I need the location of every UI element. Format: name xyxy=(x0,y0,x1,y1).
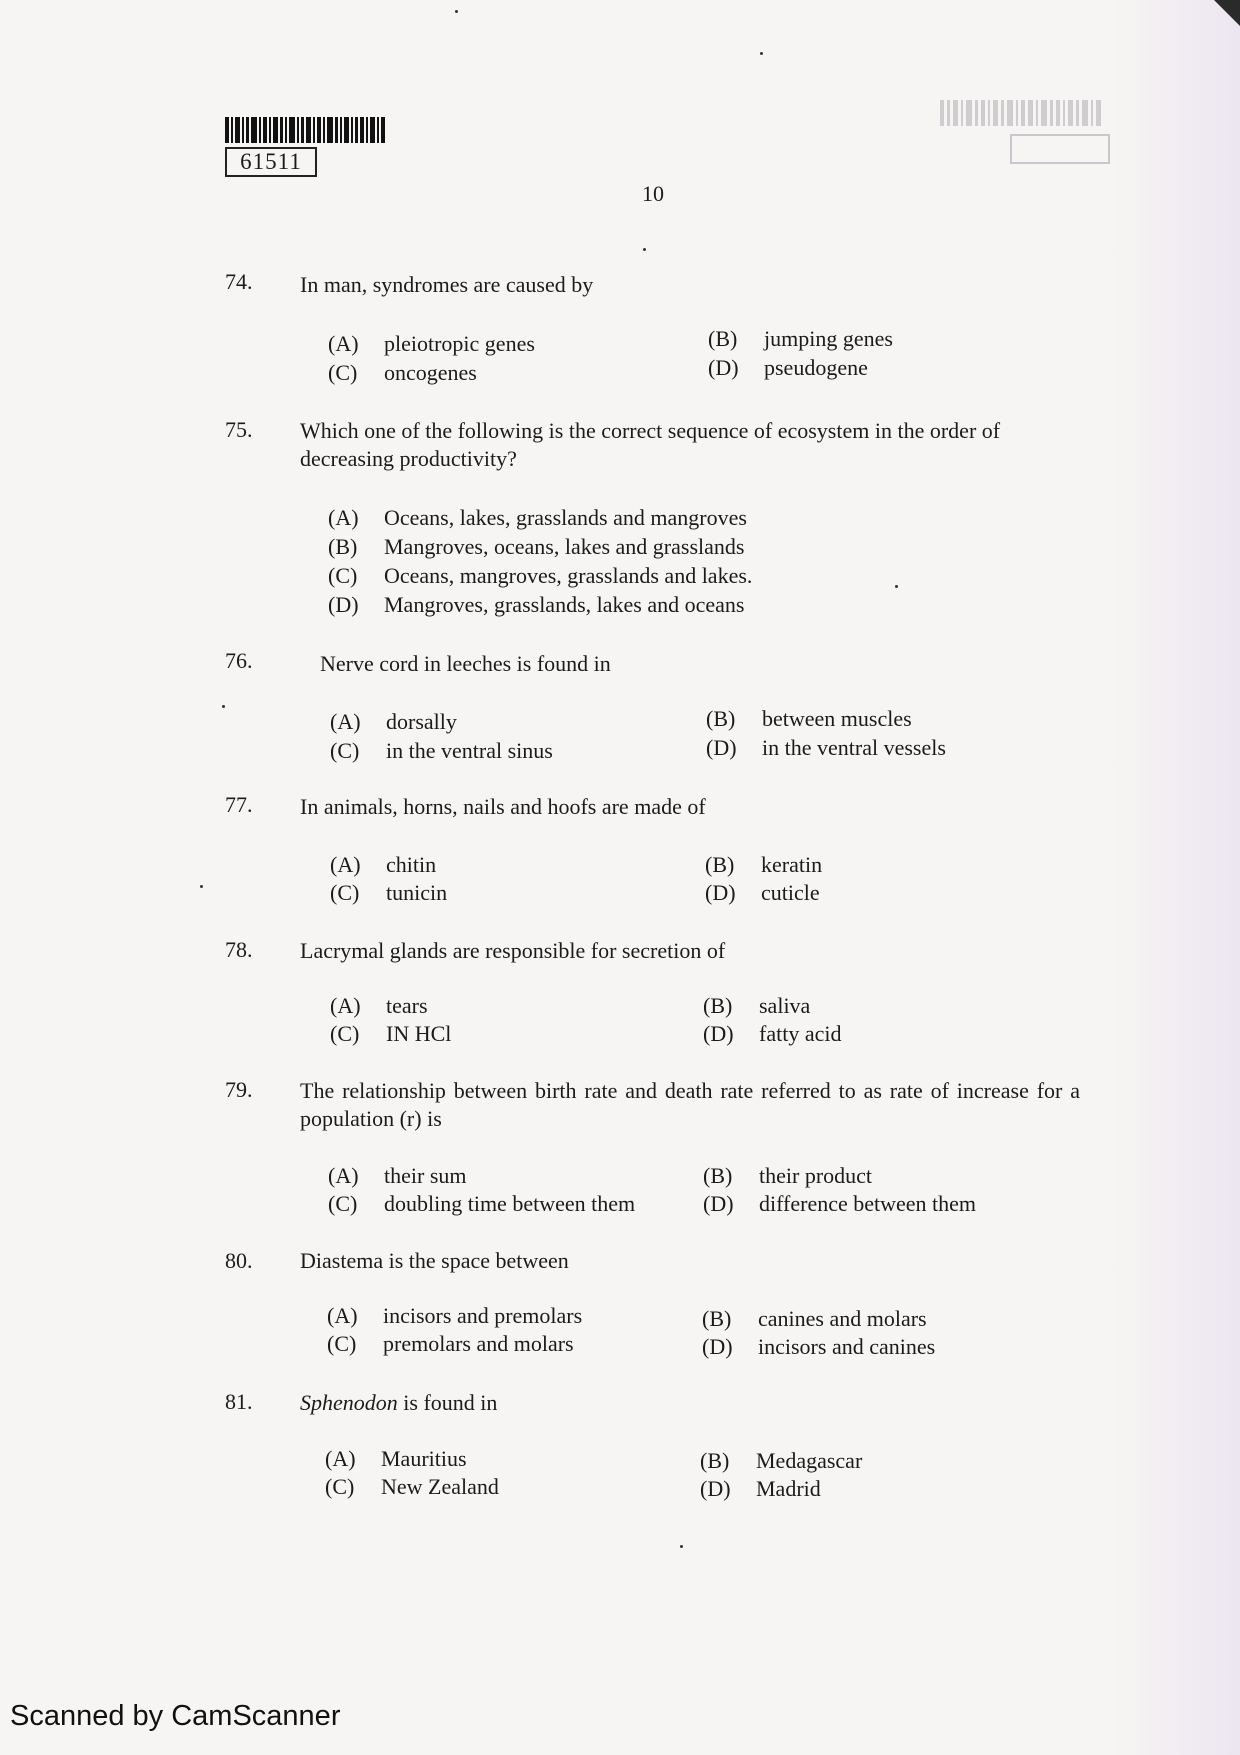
option: (B) between muscles xyxy=(706,706,912,731)
option: (A) pleiotropic genes xyxy=(328,331,535,356)
scan-speck xyxy=(680,1545,683,1548)
option: (D) in the ventral vessels xyxy=(706,735,946,760)
option: (C) doubling time between them xyxy=(328,1191,636,1216)
question-text: In animals, horns, nails and hoofs are made of xyxy=(300,794,706,819)
option: (C) tunicin xyxy=(330,880,448,905)
question-text: Which one of the following is the correct sequence of ecosystem in the order of decreasing productivity? xyxy=(300,418,1001,471)
option: (A) chitin xyxy=(330,852,437,877)
barcode xyxy=(225,117,385,143)
option: (A) Oceans, lakes, grasslands and mangroves xyxy=(328,505,747,530)
question-number: 74. xyxy=(225,269,253,294)
scan-corner xyxy=(1214,0,1240,26)
paper-code: 61511 xyxy=(225,147,317,177)
option: (D) Mangroves, grasslands, lakes and oceans xyxy=(328,592,745,617)
option: (C) oncogenes xyxy=(328,360,477,385)
scanner-watermark: Scanned by CamScanner xyxy=(10,1700,341,1732)
option: (C) Oceans, mangroves, grasslands and lakes. xyxy=(328,563,753,588)
bleed-through-barcode xyxy=(940,100,1105,126)
question-number: 78. xyxy=(225,937,253,962)
option: (B) saliva xyxy=(703,993,811,1018)
option: (A) tears xyxy=(330,993,428,1018)
question-number: 76. xyxy=(225,648,253,673)
question-text: Nerve cord in leeches is found in xyxy=(320,651,611,676)
option: (B) Mangroves, oceans, lakes and grasslands xyxy=(328,534,745,559)
option: (D) incisors and canines xyxy=(702,1334,936,1359)
question-number: 80. xyxy=(225,1248,253,1273)
scan-speck xyxy=(895,585,898,588)
option: (A) incisors and premolars xyxy=(327,1303,583,1328)
option: (C) New Zealand xyxy=(325,1474,499,1499)
question-number: 77. xyxy=(225,792,253,817)
option: (C) in the ventral sinus xyxy=(330,738,553,763)
option: (D) pseudogene xyxy=(708,355,868,380)
scan-speck xyxy=(222,705,225,708)
question-text: In man, syndromes are caused by xyxy=(300,272,594,297)
option: (B) jumping genes xyxy=(708,326,893,351)
scan-edge-shadow xyxy=(1110,0,1240,1755)
option: (D) difference between them xyxy=(703,1191,977,1216)
scan-speck xyxy=(643,248,646,251)
question-number: 79. xyxy=(225,1077,253,1102)
scan-speck xyxy=(455,10,458,13)
option: (B) keratin xyxy=(705,852,823,877)
question-number: 81. xyxy=(225,1389,253,1414)
scan-speck xyxy=(200,885,203,888)
question-text: Diastema is the space between xyxy=(300,1248,569,1273)
question-text: Sphenodon is found in xyxy=(300,1390,498,1415)
option: (B) their product xyxy=(703,1163,873,1188)
option: (A) dorsally xyxy=(330,709,457,734)
option: (C) IN HCl xyxy=(330,1021,452,1046)
option: (D) Madrid xyxy=(700,1476,821,1501)
option: (A) their sum xyxy=(328,1163,467,1188)
question-text: Lacrymal glands are responsible for secretion of xyxy=(300,938,726,963)
species-name: Sphenodon xyxy=(300,1390,398,1415)
bleed-through-code-box xyxy=(1010,134,1110,164)
option: (B) canines and molars xyxy=(702,1306,927,1331)
question-text: The relationship between birth rate and death rate referred to as rate of increase for a population (r) is xyxy=(300,1078,1080,1131)
option: (B) Medagascar xyxy=(700,1448,863,1473)
page-number: 10 xyxy=(642,181,664,206)
option: (D) fatty acid xyxy=(703,1021,842,1046)
option: (A) Mauritius xyxy=(325,1446,467,1471)
question-number: 75. xyxy=(225,417,253,442)
scan-speck xyxy=(760,52,763,55)
option: (D) cuticle xyxy=(705,880,820,905)
option: (C) premolars and molars xyxy=(327,1331,574,1356)
